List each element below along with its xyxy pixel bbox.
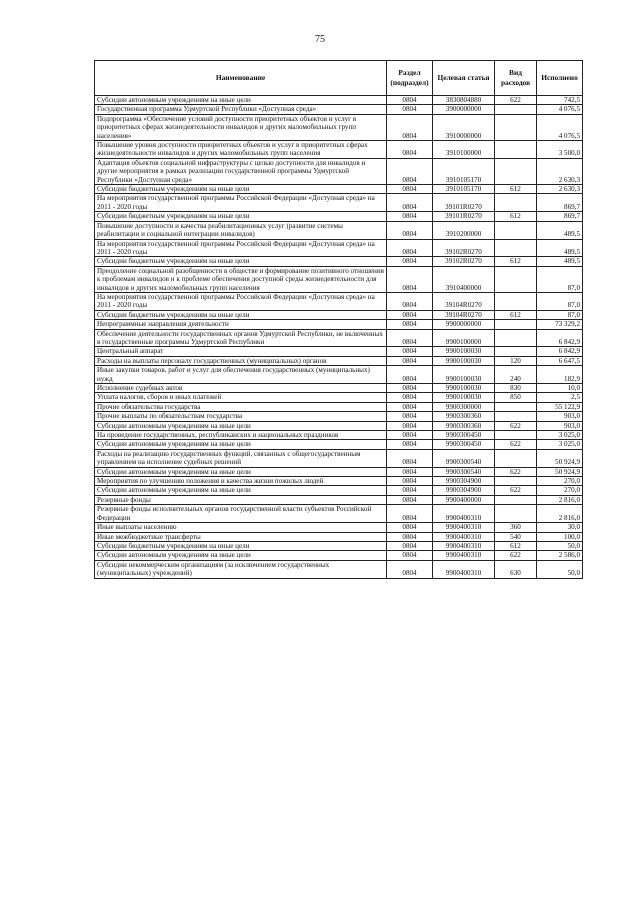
cell-name: Адаптация объектов социальной инфраструктуры с целью доступности для инвалидов и другие мероприятия в рамках реализации государственной программы Удмуртской Республики «Доступная среда» [95, 158, 387, 184]
cell-type: 622 [495, 551, 537, 560]
cell-type [495, 239, 537, 257]
cell-section: 0804 [387, 495, 433, 504]
cell-amount: 50,0 [537, 541, 583, 550]
cell-name: Центральный аппарат [95, 347, 387, 356]
cell-name: Прочие обязательства государства [95, 402, 387, 411]
page-number: 75 [315, 34, 325, 45]
table-row [95, 320, 583, 329]
cell-target: 9900100030 [433, 356, 495, 365]
cell-amount: 50,0 [537, 560, 583, 578]
cell-section: 0804 [387, 158, 433, 184]
cell-section: 0804 [387, 402, 433, 411]
cell-amount: 270,0 [537, 486, 583, 495]
cell-type: 622 [495, 486, 537, 495]
cell-target: 9900300450 [433, 440, 495, 449]
table-header-row [95, 61, 583, 96]
cell-name: Иные выплаты населению [95, 523, 387, 532]
cell-target: 9900000000 [433, 320, 495, 329]
cell-section: 0804 [387, 486, 433, 495]
table-row [95, 384, 583, 393]
cell-amount: 489,5 [537, 221, 583, 239]
cell-amount: 87,0 [537, 310, 583, 319]
budget-table [94, 60, 583, 579]
cell-target: 9900300540 [433, 449, 495, 467]
cell-amount: 2 630,3 [537, 158, 583, 184]
cell-section: 0804 [387, 347, 433, 356]
cell-target: 3910000000 [433, 114, 495, 140]
table-row [95, 477, 583, 486]
cell-type: 612 [495, 257, 537, 266]
header-section: Раздел (подраздел) [387, 61, 433, 96]
cell-amount: 2 816,0 [537, 505, 583, 523]
cell-name: Субсидии автономным учреждениям на иные цели [95, 421, 387, 430]
cell-target: 3910400000 [433, 266, 495, 292]
cell-type: 240 [495, 366, 537, 384]
cell-section: 0804 [387, 266, 433, 292]
cell-amount: 270,0 [537, 477, 583, 486]
table-row [95, 221, 583, 239]
cell-target: 39104R0270 [433, 310, 495, 319]
cell-section: 0804 [387, 384, 433, 393]
cell-section: 0804 [387, 96, 433, 105]
table-row [95, 486, 583, 495]
cell-type: 612 [495, 185, 537, 194]
cell-amount: 87,0 [537, 266, 583, 292]
cell-target: 3910100000 [433, 141, 495, 159]
cell-type [495, 477, 537, 486]
cell-target: 9900400310 [433, 551, 495, 560]
cell-section: 0804 [387, 560, 433, 578]
cell-target: 9900400310 [433, 505, 495, 523]
header-amount: Исполнено [537, 61, 583, 96]
cell-target: 9900300360 [433, 412, 495, 421]
table-row [95, 560, 583, 578]
cell-target: 9900100030 [433, 393, 495, 402]
cell-name: Субсидии автономным учреждениям на иные цели [95, 486, 387, 495]
table-row [95, 495, 583, 504]
cell-name: Субсидии бюджетным учреждениям на иные цели [95, 212, 387, 221]
cell-type: 622 [495, 440, 537, 449]
cell-section: 0804 [387, 114, 433, 140]
cell-type [495, 221, 537, 239]
table-row [95, 194, 583, 212]
header-name: Наименование [95, 61, 387, 96]
table-row [95, 366, 583, 384]
cell-type [495, 412, 537, 421]
cell-section: 0804 [387, 477, 433, 486]
cell-target: 9900100000 [433, 329, 495, 347]
cell-name: Подпрограмма «Обеспечение условий доступности приоритетных объектов и услуг в приоритетных сферах жизнедеятельности инвалидов и других маломобильных групп населения» [95, 114, 387, 140]
cell-target: 9900300540 [433, 467, 495, 476]
cell-name: Непрограммные направления деятельности [95, 320, 387, 329]
cell-name: Повышение доступности и качества реабилитационных услуг (развитие системы реабилитации и социальной интеграции инвалидов) [95, 221, 387, 239]
cell-target: 9900300360 [433, 421, 495, 430]
cell-target: 3900000000 [433, 105, 495, 114]
table-row [95, 141, 583, 159]
cell-name: Мероприятия по улучшению положения и качества жизни пожилых людей [95, 477, 387, 486]
cell-target: 9900300450 [433, 431, 495, 440]
cell-section: 0804 [387, 412, 433, 421]
cell-amount: 50 924,9 [537, 467, 583, 476]
table-row [95, 505, 583, 523]
cell-amount: 2 586,0 [537, 551, 583, 560]
cell-type [495, 495, 537, 504]
cell-name: Резервные фонды [95, 495, 387, 504]
cell-target: 3910200000 [433, 221, 495, 239]
cell-section: 0804 [387, 329, 433, 347]
cell-type [495, 320, 537, 329]
cell-amount: 903,0 [537, 412, 583, 421]
cell-amount: 87,0 [537, 292, 583, 310]
cell-name: Субсидии бюджетным учреждениям на иные цели [95, 310, 387, 319]
cell-section: 0804 [387, 421, 433, 430]
cell-section: 0804 [387, 320, 433, 329]
cell-amount: 869,7 [537, 194, 583, 212]
cell-name: Иные закупки товаров, работ и услуг для обеспечения государственных (муниципальных) нужд [95, 366, 387, 384]
cell-name: Государственная программа Удмуртской Республики «Доступная среда» [95, 105, 387, 114]
cell-name: Обеспечение деятельности государственных органов Удмуртской Республики, не включенных в государственные программы Удмуртской Республики [95, 329, 387, 347]
table-row [95, 158, 583, 184]
table-row [95, 412, 583, 421]
cell-target: 9900304900 [433, 486, 495, 495]
cell-section: 0804 [387, 239, 433, 257]
cell-section: 0804 [387, 505, 433, 523]
cell-section: 0804 [387, 532, 433, 541]
table-row [95, 212, 583, 221]
cell-name: Преодоление социальной разобщенности в обществе и формирование позитивного отношения к проблемам инвалидов и к проблеме обеспечения доступной среды жизнедеятельности для инвалидов и других маломобильных групп населения [95, 266, 387, 292]
cell-target: 3910105170 [433, 158, 495, 184]
cell-section: 0804 [387, 105, 433, 114]
cell-amount: 3 025,0 [537, 431, 583, 440]
cell-name: Резервные фонды исполнительных органов государственной власти субъектов Российской Федерации [95, 505, 387, 523]
cell-section: 0804 [387, 310, 433, 319]
cell-type [495, 158, 537, 184]
cell-section: 0804 [387, 551, 433, 560]
cell-type [495, 266, 537, 292]
cell-target: 39101R0270 [433, 212, 495, 221]
cell-target: 9900100030 [433, 366, 495, 384]
cell-target: 9900304900 [433, 477, 495, 486]
cell-section: 0804 [387, 257, 433, 266]
cell-type: 622 [495, 96, 537, 105]
cell-target: 9900100030 [433, 347, 495, 356]
cell-amount: 4 076,5 [537, 114, 583, 140]
cell-name: Субсидии бюджетным учреждениям на иные цели [95, 257, 387, 266]
cell-section: 0804 [387, 356, 433, 365]
cell-section: 0804 [387, 431, 433, 440]
cell-name: На проведение государственных, республиканских и национальных праздников [95, 431, 387, 440]
table-row [95, 393, 583, 402]
cell-type: 850 [495, 393, 537, 402]
cell-name: Уплата налогов, сборов и иных платежей [95, 393, 387, 402]
cell-name: Исполнение судебных актов [95, 384, 387, 393]
cell-section: 0804 [387, 141, 433, 159]
cell-amount: 2,5 [537, 393, 583, 402]
cell-amount: 6 647,5 [537, 356, 583, 365]
cell-type [495, 431, 537, 440]
cell-target: 9900400000 [433, 495, 495, 504]
cell-target: 39102R0270 [433, 239, 495, 257]
cell-type [495, 292, 537, 310]
cell-amount: 4 076,5 [537, 105, 583, 114]
cell-section: 0804 [387, 185, 433, 194]
cell-type [495, 347, 537, 356]
cell-amount: 50 924,9 [537, 449, 583, 467]
cell-type [495, 329, 537, 347]
table-row [95, 449, 583, 467]
table-row [95, 551, 583, 560]
table-row [95, 440, 583, 449]
cell-amount: 30,0 [537, 523, 583, 532]
cell-amount: 2 816,0 [537, 495, 583, 504]
table-row [95, 310, 583, 319]
table-row [95, 257, 583, 266]
cell-type: 360 [495, 523, 537, 532]
table-row [95, 523, 583, 532]
cell-amount: 73 329,2 [537, 320, 583, 329]
table-row [95, 347, 583, 356]
cell-name: Повышение уровня доступности приоритетных объектов и услуг в приоритетных сферах жизнедеятельности инвалидов и других маломобильных групп населения [95, 141, 387, 159]
cell-amount: 6 842,9 [537, 347, 583, 356]
cell-amount: 489,5 [537, 257, 583, 266]
cell-name: На мероприятия государственной программы Российской Федерации «Доступная среда» на 2011 - 2020 годы [95, 194, 387, 212]
table-row [95, 96, 583, 105]
cell-amount: 6 842,9 [537, 329, 583, 347]
table-row [95, 185, 583, 194]
cell-target: 3830804880 [433, 96, 495, 105]
cell-section: 0804 [387, 212, 433, 221]
cell-type: 622 [495, 421, 537, 430]
cell-section: 0804 [387, 541, 433, 550]
header-type: Вид расходов [495, 61, 537, 96]
cell-name: Субсидии автономным учреждениям на иные цели [95, 551, 387, 560]
cell-name: На мероприятия государственной программы Российской Федерации «Доступная среда» на 2011 - 2020 годы [95, 292, 387, 310]
cell-target: 9900400310 [433, 532, 495, 541]
cell-type [495, 194, 537, 212]
cell-type [495, 402, 537, 411]
cell-name: Субсидии некоммерческим организациям (за исключением государственных (муниципальных) учреждений) [95, 560, 387, 578]
cell-section: 0804 [387, 467, 433, 476]
cell-name: Субсидии автономным учреждениям на иные цели [95, 467, 387, 476]
cell-section: 0804 [387, 194, 433, 212]
table-row [95, 541, 583, 550]
cell-type: 612 [495, 212, 537, 221]
cell-type [495, 114, 537, 140]
table-row [95, 532, 583, 541]
table-row [95, 105, 583, 114]
table-body [95, 96, 583, 579]
cell-type: 540 [495, 532, 537, 541]
cell-type: 830 [495, 384, 537, 393]
cell-amount: 903,0 [537, 421, 583, 430]
cell-section: 0804 [387, 449, 433, 467]
cell-amount: 182,9 [537, 366, 583, 384]
table-row [95, 431, 583, 440]
cell-target: 9900400310 [433, 523, 495, 532]
cell-name: Расходы на выплаты персоналу государственных (муниципальных) органов [95, 356, 387, 365]
cell-type: 120 [495, 356, 537, 365]
cell-target: 3910105170 [433, 185, 495, 194]
cell-name: Субсидии автономным учреждениям на иные цели [95, 440, 387, 449]
table-row [95, 292, 583, 310]
cell-amount: 100,0 [537, 532, 583, 541]
cell-type [495, 449, 537, 467]
cell-name: Субсидии бюджетным учреждениям на иные цели [95, 541, 387, 550]
cell-name: Расходы на реализацию государственных функций, связанных с общегосударственным управлением на исполнение судебных решений [95, 449, 387, 467]
table-row [95, 467, 583, 476]
cell-target: 9900400310 [433, 541, 495, 550]
cell-type: 622 [495, 467, 537, 476]
cell-type [495, 105, 537, 114]
cell-amount: 55 122,9 [537, 402, 583, 411]
cell-section: 0804 [387, 523, 433, 532]
cell-type: 612 [495, 541, 537, 550]
table-row [95, 329, 583, 347]
cell-name: Субсидии бюджетным учреждениям на иные цели [95, 185, 387, 194]
cell-amount: 2 630,3 [537, 185, 583, 194]
cell-type: 630 [495, 560, 537, 578]
cell-section: 0804 [387, 221, 433, 239]
cell-amount: 869,7 [537, 212, 583, 221]
table-row [95, 402, 583, 411]
cell-name: На мероприятия государственной программы Российской Федерации «Доступная среда» на 2011 - 2020 годы [95, 239, 387, 257]
cell-section: 0804 [387, 440, 433, 449]
cell-target: 9900300000 [433, 402, 495, 411]
cell-section: 0804 [387, 366, 433, 384]
cell-amount: 10,0 [537, 384, 583, 393]
cell-type: 612 [495, 310, 537, 319]
table-row [95, 421, 583, 430]
cell-name: Субсидии автономным учреждениям на иные цели [95, 96, 387, 105]
cell-name: Иные межбюджетные трансферты [95, 532, 387, 541]
cell-amount: 3 025,0 [537, 440, 583, 449]
cell-target: 39101R0270 [433, 194, 495, 212]
cell-name: Прочие выплаты по обязательствам государства [95, 412, 387, 421]
cell-target: 9900100030 [433, 384, 495, 393]
header-target: Целевая статья [433, 61, 495, 96]
cell-target: 39102R0270 [433, 257, 495, 266]
table-row [95, 356, 583, 365]
table-row [95, 239, 583, 257]
cell-amount: 742,5 [537, 96, 583, 105]
cell-target: 9900400310 [433, 560, 495, 578]
table-row [95, 114, 583, 140]
cell-type [495, 141, 537, 159]
cell-type [495, 505, 537, 523]
table-row [95, 266, 583, 292]
cell-amount: 3 500,0 [537, 141, 583, 159]
cell-section: 0804 [387, 292, 433, 310]
cell-section: 0804 [387, 393, 433, 402]
cell-target: 39104R0270 [433, 292, 495, 310]
cell-amount: 489,5 [537, 239, 583, 257]
